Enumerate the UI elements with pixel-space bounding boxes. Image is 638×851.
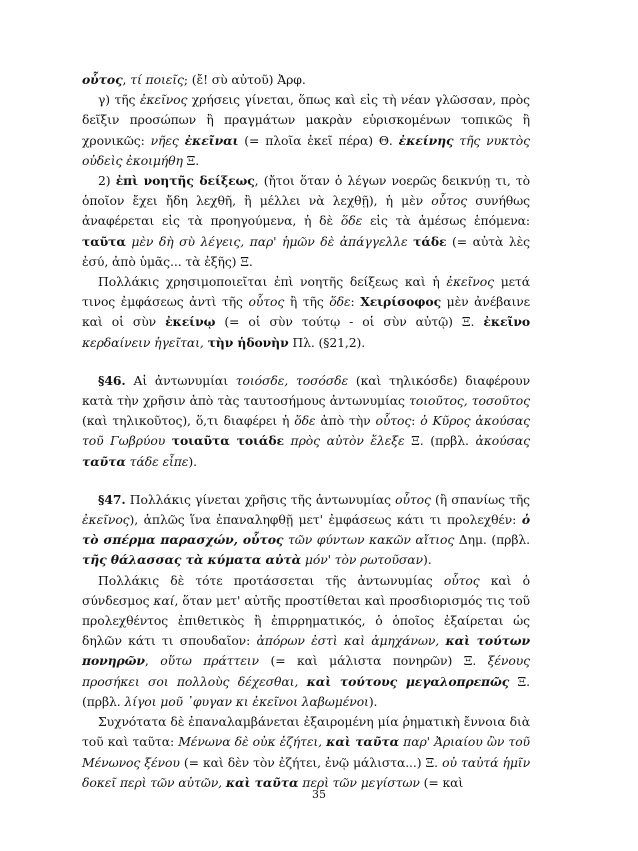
body-text: , bbox=[144, 653, 161, 669]
paragraph-p4 bbox=[82, 272, 530, 353]
body-text: Δημ. (πρβλ. bbox=[454, 532, 530, 548]
body-text: ἀπὸ τὴν bbox=[315, 413, 376, 429]
italic-text: οὗτος bbox=[443, 572, 480, 588]
italic-text: ἀπόρων ἐστὶ καὶ ἀμηχάνων, bbox=[256, 633, 446, 649]
emphasis-text: τῆς θάλασσας τὰ κύματα αὐτὰ bbox=[82, 552, 302, 568]
body-text: Ξ. bbox=[182, 152, 200, 168]
body-text: (= καὶ μάλιστα πονηρῶν) Ξ. bbox=[258, 653, 488, 669]
italic-text: ὅδε bbox=[294, 413, 316, 429]
italic-text: οὕτω πράττειν bbox=[160, 653, 259, 669]
italic-text: τί ποιεῖς bbox=[130, 72, 184, 87]
section-gap bbox=[82, 353, 530, 371]
body-text: (= καὶ bbox=[419, 774, 464, 790]
italic-text: περὶ τῶν μεγίστων bbox=[298, 774, 420, 790]
body-text: μὲν ἀνέβαινε καὶ οἱ σὺν bbox=[82, 294, 530, 330]
italic-text: οὗτος bbox=[431, 193, 468, 209]
body-text: Πολλάκις δὲ τότε προτάσσεται τῆς ἀντωνυμίας bbox=[98, 572, 444, 588]
paragraph-p1 bbox=[82, 70, 530, 90]
emphasis-text: καὶ τούτους μεγαλοπρεπῶς bbox=[306, 673, 510, 689]
body-text: (καὶ τηλικόσδε) διαφέρουν κατὰ τὴν χρῆσιν ἀπὸ τὰς ταυτοσήμους ἀντωνυμίας bbox=[82, 372, 530, 409]
body-text: , ὅταν μετ' αὐτῆς προστίθεται καὶ προσδιορισμός τις τοῦ προλεχθέντος ἐπιθετικὸς ἢ ἐπιρρηματικός, ὁ ὁποῖος ἐξαίρεται ὡς δηλῶν κάτι τι σπουδαῖον: bbox=[82, 592, 530, 649]
bold-text: ἐπὶ νοητῆς δείξεως bbox=[115, 173, 255, 189]
italic-text: οὗτος bbox=[375, 413, 412, 429]
paragraph-p7 bbox=[82, 571, 530, 712]
bold-text: §47. bbox=[98, 491, 126, 507]
body-text: Πολλάκις χρησιμοποιεῖται ἐπὶ νοητῆς δείξεως καὶ ἡ bbox=[98, 274, 447, 290]
italic-text: ὁ Κῦρος ἀκούσας τοῦ Γωβρύου bbox=[82, 413, 530, 449]
italic-text: οὐ ταὐτά ἡμῖν δοκεῖ περὶ τῶν αὐτῶν, bbox=[82, 754, 530, 790]
body-text: , (ἤτοι ὅταν ὁ λέγων νοερῶς δεικνύῃ τι, τὸ ὁποῖον ἔχει ἤδη λεχθῆ, ἢ μέλλει νὰ λεχθῇ), ἡ μὲν bbox=[82, 173, 530, 209]
bold-text bbox=[82, 454, 126, 469]
body-text: , bbox=[122, 72, 131, 87]
bold-text: §46. bbox=[98, 372, 126, 388]
bold-text: τάδε bbox=[413, 233, 447, 249]
italic-text: νῆες bbox=[150, 132, 185, 148]
body-text: Αἱ ἀντωνυμίαι bbox=[125, 372, 236, 388]
body-text: (ἢ σπανίως τῆς bbox=[430, 491, 530, 507]
paragraph-p6 bbox=[82, 490, 530, 571]
italic-text: ἐκεῖνος bbox=[446, 274, 494, 290]
italic-text: μὲν δὴ σὺ λέγεις, παρ' ἡμῶν δὲ ἀπάγγελλε bbox=[125, 233, 414, 249]
body-text: ). bbox=[188, 453, 197, 469]
bold-text bbox=[82, 552, 301, 567]
italic-text: καί bbox=[153, 592, 175, 608]
emphasis-text: καὶ ταῦτα bbox=[225, 774, 299, 790]
body-text: Πλ. (§21,2). bbox=[288, 334, 366, 350]
italic-text: οὗτος bbox=[248, 294, 285, 310]
body-text: ἢ τῆς bbox=[284, 294, 330, 310]
emphasis-text: ἐκείνης bbox=[398, 132, 454, 148]
emphasis-text: ἐκεῖναι bbox=[184, 132, 239, 148]
paragraph-p3 bbox=[82, 171, 530, 272]
bold-text: ἐκεῖνο bbox=[483, 314, 530, 330]
italic-text: κερδαίνειν ἡγεῖται, bbox=[82, 334, 208, 350]
bold-text bbox=[326, 734, 399, 749]
page-body bbox=[82, 70, 530, 793]
italic-text: τῆς νυκτὸς οὐδεὶς ἐκοιμήθη bbox=[82, 132, 530, 168]
italic-text: τάδε εἶπε bbox=[125, 453, 189, 469]
italic-text: ἐκεῖνος bbox=[82, 512, 130, 528]
body-text: Πολλάκις γίνεται χρῆσις τῆς ἀντωνυμίας bbox=[125, 491, 396, 507]
paragraph-p5 bbox=[82, 371, 530, 472]
bold-text bbox=[82, 72, 123, 87]
body-text: Συχνότατα δὲ ἐπαναλαμβάνεται ἐξαιρομένη μία ῥηματικὴ ἔννοια διὰ τοῦ καὶ ταῦτα: bbox=[82, 714, 530, 750]
body-text: : bbox=[350, 294, 361, 310]
italic-text: ξένους προσήκει σοι πολλοὺς δέχεσθαι, bbox=[82, 653, 530, 689]
bold-text: ἐκείνῳ bbox=[165, 314, 216, 330]
italic-text: ὅδε bbox=[340, 213, 363, 229]
italic-text: λίγοι μοῦ ᾽φυγαν κι ἐκεῖνοι λαβωμένοι bbox=[124, 693, 369, 709]
body-text: συνήθως ἀναφέρεται εἰς τὰ προηγούμενα, ἡ δὲ bbox=[82, 193, 531, 229]
italic-text: παρ' Ἀριαίου ὢν τοῦ Μένωνος ξένου bbox=[82, 734, 530, 770]
italic-text: ἀκούσας bbox=[475, 433, 531, 449]
body-text: μετά τινος ἐμφάσεως ἀντὶ τῆς bbox=[82, 274, 530, 310]
italic-text: τοιοῦτος, τοσοῦτος bbox=[409, 393, 530, 409]
body-text: καὶ ὁ σύνδεσμος bbox=[82, 572, 530, 608]
italic-text: μόν' τὸν ρωτοῦσαν bbox=[301, 552, 423, 568]
bold-text bbox=[307, 674, 510, 689]
body-text: (καὶ τηλικοῦτος), ὅ,τι διαφέρει ἡ bbox=[82, 413, 295, 429]
paragraph-p2 bbox=[82, 90, 530, 171]
body-text: ), ἁπλῶς ἵνα ἐπαναληφθῇ μετ' ἐμφάσεως κάτι τι προλεχθέν: bbox=[129, 512, 522, 528]
body-text: ). bbox=[422, 552, 432, 568]
emphasis-text: οὗτος bbox=[82, 72, 123, 87]
bold-text: ταῦτα bbox=[82, 233, 126, 249]
body-text: (= πλοῖα ἐκεῖ πέρα) Θ. bbox=[238, 132, 399, 148]
page-number: 35 bbox=[312, 788, 326, 801]
body-text: (= οἱ σὺν τούτῳ - οἱ σὺν αὐτῷ) Ξ. bbox=[215, 314, 484, 330]
italic-text: οὗτος bbox=[395, 491, 431, 507]
body-text: : bbox=[411, 413, 421, 429]
body-text: Ξ. (πρβλ. bbox=[404, 433, 476, 449]
paragraph-p8 bbox=[82, 712, 530, 793]
italic-text: ὅδε bbox=[329, 294, 351, 310]
emphasis-text: ὁ τὸ σπέρμα παρασχών, οὗτος bbox=[82, 512, 530, 548]
emphasis-text: καὶ τούτων πονηρῶν bbox=[82, 633, 531, 669]
bold-text bbox=[399, 133, 454, 148]
italic-text: ἐκεῖνος bbox=[139, 92, 188, 108]
bold-text: τοιαῦτα τοιάδε bbox=[171, 433, 284, 449]
emphasis-text: ταῦτα bbox=[82, 453, 126, 469]
body-text: γ) τῆς bbox=[98, 92, 140, 108]
italic-text: Μένωνα δὲ οὐκ ἐζήτει, bbox=[178, 734, 327, 750]
body-text: εἰς τὰ ἀμέσως ἑπόμενα: bbox=[362, 213, 530, 229]
bold-text bbox=[185, 133, 239, 148]
body-text: ). bbox=[368, 693, 378, 709]
body-text: χρήσεις γίνεται, ὅπως καὶ εἰς τὴ νέαν γλῶσσαν, πρὸς δεῖξιν προσώπων ἢ πραγμάτων μακρὰν εὑρισκομένων τοπικῶς ἢ χρονικῶς: bbox=[82, 92, 530, 148]
italic-text: πρὸς αὐτὸν ἔλεξε bbox=[283, 433, 405, 449]
body-text: (= καὶ δὲν τὸν ἐζήτει, ἐνῷ μάλιστα...) Ξ. bbox=[179, 754, 443, 770]
italic-text: τῶν φύντων κακῶν αἴτιος bbox=[283, 532, 455, 548]
body-text: Ξ. (πρβλ. bbox=[82, 673, 531, 709]
body-text: 2) bbox=[98, 173, 116, 189]
bold-text: τὴν ἡδονὴν bbox=[207, 334, 289, 350]
section-gap bbox=[82, 472, 530, 490]
bold-text: Χειρίσοφος bbox=[360, 294, 442, 310]
italic-text: τοιόσδε, τοσόσδε bbox=[235, 372, 349, 388]
body-text: (= αὐτὰ λὲς ἐσύ, ἀπὸ ὑμᾶς... τὰ ἑξῆς) Ξ. bbox=[82, 233, 530, 269]
body-text: ; (ἔ! σὺ αὐτοῦ) Ἀρφ. bbox=[183, 72, 306, 87]
emphasis-text: καὶ ταῦτα bbox=[326, 734, 400, 750]
